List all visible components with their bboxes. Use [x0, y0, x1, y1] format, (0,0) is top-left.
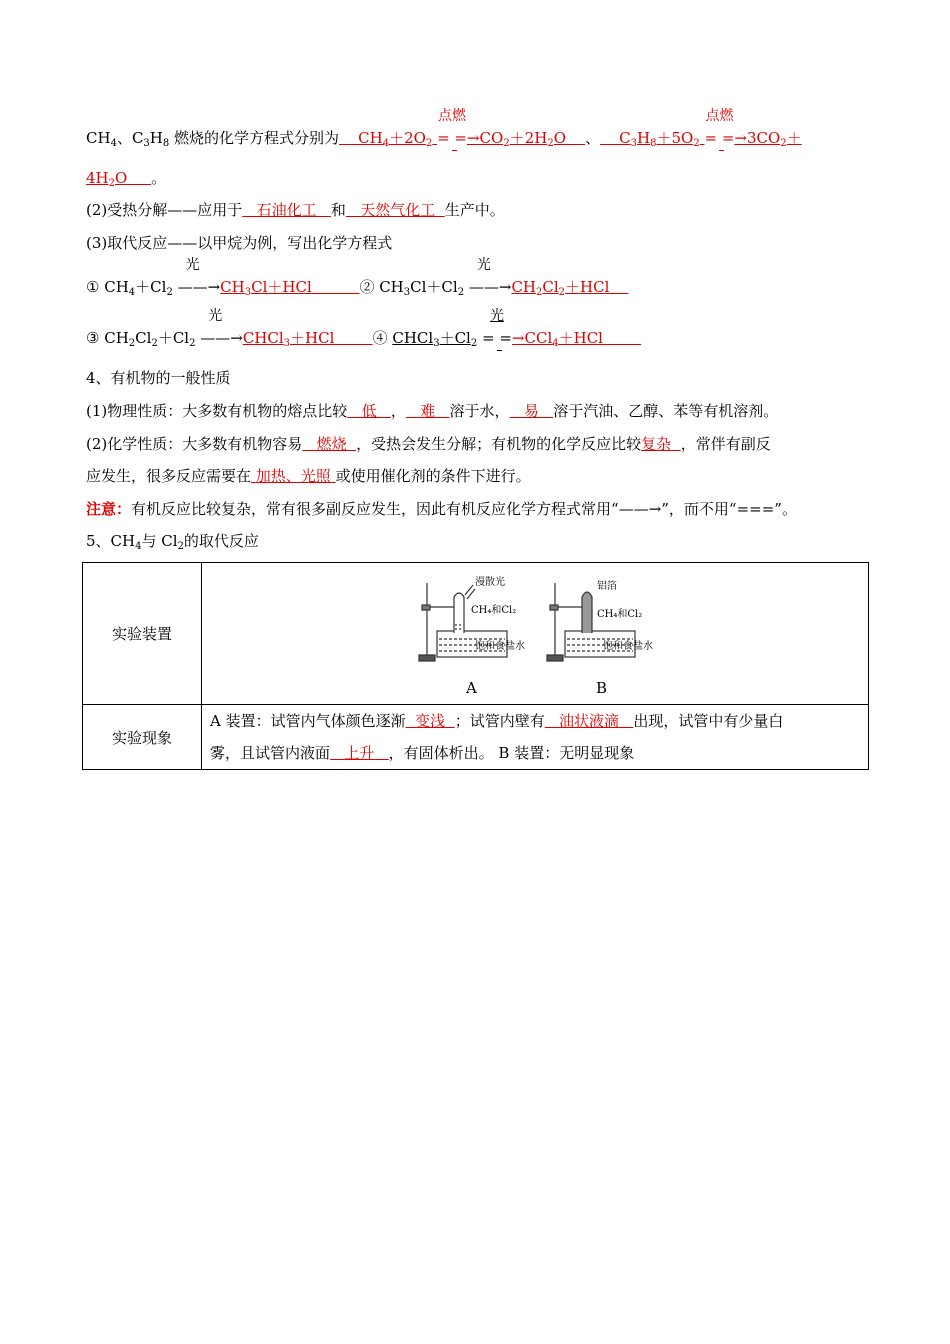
light-condition: 光 — [185, 257, 200, 273]
ignite-condition: 点燃 — [438, 108, 467, 124]
experiment-table — [82, 562, 869, 770]
light-condition: 光 — [489, 308, 504, 324]
combustion-equations-line-cont: $4H_2O$ 。 — [86, 169, 167, 189]
phenomenon-cell: A 装置：试管内气体颜色逐渐 变浅 ；试管内壁有 油状液滴 出现，试管中有少量白 雾，且试管内液面 上升 ，有固体析出。 B 装置：无明显现象 — [202, 705, 869, 770]
brine-label-b: 饱和食盐水 — [603, 640, 653, 652]
table-row — [83, 705, 869, 770]
brine-label-a: 饱和食盐水 — [475, 640, 525, 652]
light-condition: 光 — [476, 257, 491, 273]
diffuse-light-label: 漫散光 — [475, 576, 505, 588]
chemical-properties-line: (2)化学性质：大多数有机物容易 燃烧 ，受热会发生分解；有机物的化学反应比较复杂 ，常伴有副反 — [86, 435, 771, 453]
gas-label-a: CH₄和Cl₂ — [471, 604, 517, 616]
foil-label: 铝箔 — [597, 580, 617, 592]
c3h8-combustion-answer: $C_3H_8+5O_2$ 点燃 = = $\to 3CO_2+$ — [619, 108, 802, 149]
apparatus-label: 实验装置 — [83, 563, 202, 705]
section-4-heading: 4、有机物的一般性质 — [86, 369, 231, 387]
label-b: B — [596, 678, 608, 697]
note-label: 注意： — [86, 500, 132, 518]
ch4-combustion-answer: $CH_4+2O_2$ 点燃 = = $\to CO_2+2H_2O$ — [358, 108, 566, 149]
combustion-equations-line: $CH_4$、$C_3H_8$ 燃烧的化学方程式分别为 $CH_4+2O_2$ 点燃 = = $\to CO_2+2H_2O$ 、 $C_3H_8+5O_2$ 点燃 = = $\to 3CO_2+$ — [86, 108, 802, 149]
thermal-decomposition-line: (2)受热分解——应用于 石油化工 和 天然气化工 生产中。 — [86, 201, 505, 219]
chemical-properties-line-cont: 应发生，很多反应需要在 加热、光照 或使用催化剂的条件下进行。 — [86, 467, 531, 485]
phenomenon-label: 实验现象 — [83, 705, 202, 770]
apparatus-drawing — [203, 567, 865, 701]
light-condition: 光 — [208, 308, 223, 324]
section-5-heading: 5、$CH_4$与 $Cl_2$的取代反应 — [86, 532, 259, 552]
apparatus-figure — [203, 567, 865, 701]
gas-label-b: CH₄和Cl₂ — [597, 608, 643, 620]
substitution-equations-3-4: ③ $CH_2Cl_2+Cl_2$ 光 ——→CHCl$_3$＋HCl ④ $CHCl_3+Cl_2$ 光 = = →CCl$_4$＋HCl — [86, 308, 603, 349]
label-a: A — [466, 678, 477, 697]
table-row — [83, 563, 869, 705]
physical-properties-line: (1)物理性质：大多数有机物的熔点比较 低 ， 难 溶于水， 易 溶于汽油、乙醇、苯等有机溶剂。 — [86, 402, 779, 420]
substitution-heading: (3)取代反应——以甲烷为例，写出化学方程式 — [86, 234, 393, 252]
note-line: 注意：有机反应比较复杂，常有很多副反应发生，因此有机反应化学方程式常用“——→”，而不用“===”。 — [86, 500, 797, 518]
substitution-equations-1-2: ① $CH_4+Cl_2$ 光 $——\to CH_3Cl+HCl$ ② $CH_3Cl+Cl_2$ 光 $——\to CH_2Cl_2+HCl$ — [86, 257, 610, 298]
apparatus-cell — [202, 563, 869, 705]
ignite-condition: 点燃 — [705, 108, 734, 124]
